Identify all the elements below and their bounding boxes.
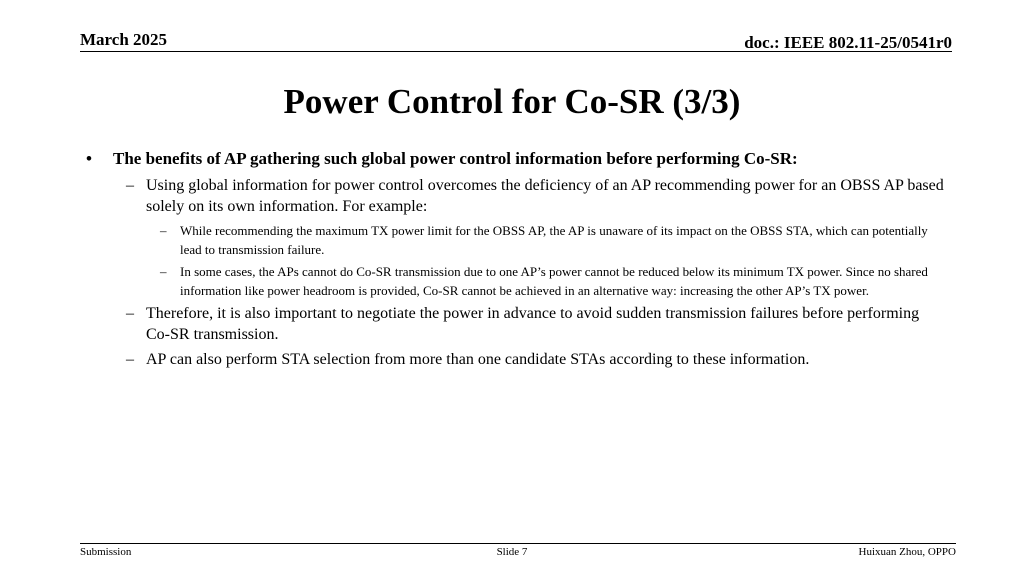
bullet-text: AP can also perform STA selection from more than one candidate STAs according to these information. [146,351,810,368]
bullet-marker: • [86,149,92,168]
bullet-text: The benefits of AP gathering such global power control information before performing Co-SR: [113,149,798,168]
bullet-text: While recommending the maximum TX power limit for the OBSS AP, the AP is unaware of its impact on the OBSS STA, which can potentially lead to transmission failure. [180,223,928,257]
footer-author: Huixuan Zhou, OPPO [858,546,956,558]
bullet-text: Using global information for power control overcomes the deficiency of an AP recommending power for an OBSS AP based solely on its own information. For example: [146,177,944,215]
bullet-text: Therefore, it is also important to negotiate the power in advance to avoid sudden transmission failures before performing Co-SR transmission. [146,305,920,343]
footer-submission: Submission [80,546,132,558]
header-date: March 2025 [80,30,168,49]
dash-marker: – [126,305,134,322]
bullet-level2 [86,303,946,345]
footer-slide-number: Slide 7 [496,546,528,558]
dash-marker: – [126,177,134,194]
dash-marker: – [126,351,134,368]
header-doc-id: doc.: IEEE 802.11-25/0541r0 [744,33,952,52]
footer-divider [80,543,956,544]
dash-marker: – [160,223,167,238]
bullet-level1 [86,148,946,170]
bullet-level3 [86,262,946,300]
bullet-text: In some cases, the APs cannot do Co-SR transmission due to one AP’s power cannot be reduced below its minimum TX power. Since no shared information like power headroom is provided, Co-SR cannot be achieved in an alternative way: increasing the other AP’s TX power. [180,264,928,298]
header-divider [80,51,952,52]
bullet-level3 [86,221,946,259]
bullet-level2 [86,175,946,217]
dash-marker: – [160,264,167,279]
slide-body [86,148,946,374]
bullet-level2 [86,349,946,370]
slide-title: Power Control for Co-SR (3/3) [283,82,741,121]
